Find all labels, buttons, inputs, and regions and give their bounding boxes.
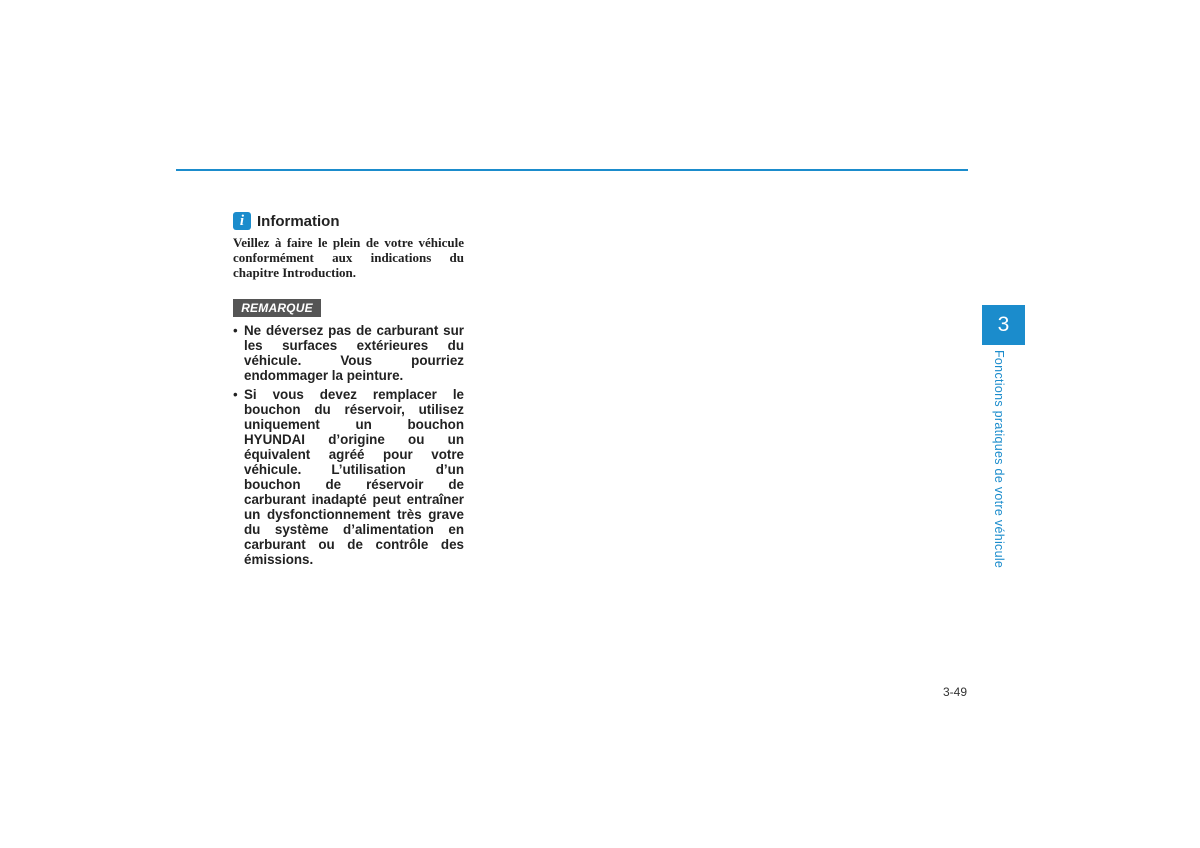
information-heading [233,212,340,230]
remarque-badge: REMARQUE [233,299,321,317]
remarque-item: • Si vous devez remplacer le bouchon du réservoir, utilisez uniquement un bouchon HYUNDAI d’origine ou un équivalent agréé pour votre véhicule. L’utilisation d’un bouchon de réservoir de carburant inadapté peut entraîner un dysfonctionnement très grave du système d’alimentation en carburant ou de contrôle des émissions. [233,387,464,567]
remarque-item: • Ne déversez pas de carburant sur les surfaces extérieures du véhicule. Vous pourriez endommager la peinture. [233,323,464,383]
remarque-list [233,323,464,571]
header-rule [176,169,968,171]
page-number: 3-49 [942,685,967,699]
info-icon: i [233,212,251,230]
information-title: Information [257,212,340,230]
chapter-title: Fonctions pratiques de votre véhicule [992,350,1006,569]
chapter-number-tab: 3 [982,305,1025,345]
information-body: Veillez à faire le plein de votre véhicule conformément aux indications du chapitre Introduction. [233,235,464,280]
